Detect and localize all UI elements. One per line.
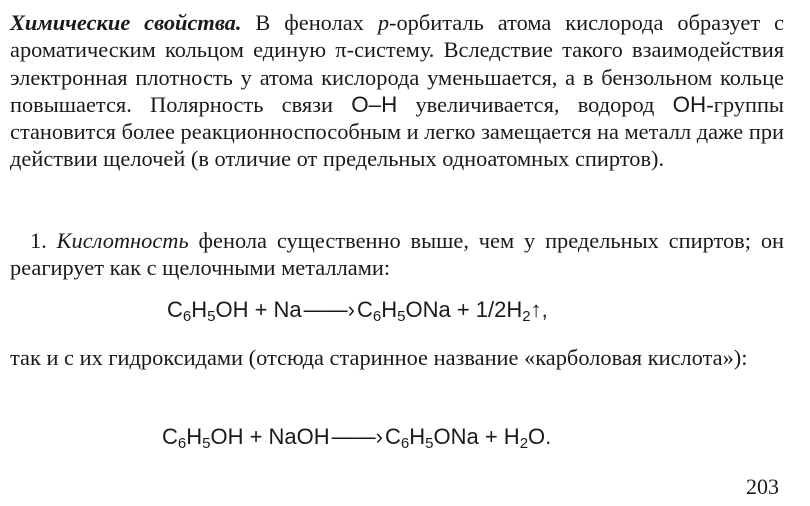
eq-symbol: C (385, 424, 401, 449)
text: -группы становится более реакционноспособным и легко замещается на металл даже при действии щелочей (в отличие от предельных одноатомных спиртов). (10, 91, 784, 172)
eq-subscript: 5 (202, 435, 211, 452)
eq-symbol: C (357, 297, 373, 322)
reaction-arrow-icon: ——› (331, 424, 383, 449)
eq-symbol: 1/2H (475, 297, 523, 322)
eq-symbol: C (167, 297, 183, 322)
eq-punct: . (545, 424, 552, 449)
equation-phenol-naoh (162, 422, 551, 452)
eq-plus: + (478, 424, 504, 449)
eq-symbol: H (409, 424, 426, 449)
equation-phenol-sodium (167, 295, 548, 325)
eq-reagent: NaOH (268, 424, 330, 449)
page-number: 203 (746, 474, 779, 499)
eq-symbol: ONa (433, 424, 479, 449)
text: увеличивается, водород (397, 91, 673, 117)
eq-symbol: C (162, 424, 178, 449)
hydroxyl-formula: ОН (672, 91, 707, 117)
eq-reagent: Na (273, 297, 302, 322)
eq-symbol: ONa (405, 297, 451, 322)
eq-punct: , (541, 297, 548, 322)
eq-subscript: 5 (207, 308, 216, 325)
text: так и с их гидроксидами (отсюда старинное название «карболовая кислота»): (10, 345, 748, 370)
eq-subscript: 2 (522, 308, 531, 325)
eq-subscript: 2 (519, 435, 529, 452)
text: В фенолах (241, 10, 378, 35)
paragraph-acidity (10, 227, 784, 282)
text: -орбиталь атома кислорода образует с ароматическим кольцом единую (10, 10, 784, 63)
orbital-letter: р (377, 10, 390, 35)
pi-symbol: π (335, 37, 347, 63)
list-number: 1. (30, 228, 57, 253)
eq-subscript: 6 (177, 435, 187, 452)
eq-symbol: O (528, 424, 546, 449)
eq-symbol: H (191, 297, 208, 322)
eq-subscript: 6 (372, 308, 382, 325)
text: -систему. Вследствие такого взаимодействия электронная плотность у атома кислорода уменьшается, а в бензольном кольце повышается. Полярность связи (10, 37, 785, 117)
reaction-arrow-icon: ——› (303, 297, 355, 322)
eq-symbol: OH (215, 297, 249, 322)
paragraph-hydroxides (10, 344, 784, 371)
bond-formula: О–Н (351, 91, 398, 117)
eq-subscript: 6 (182, 308, 192, 325)
eq-symbol: OH (210, 424, 244, 449)
eq-symbol: H (381, 297, 398, 322)
eq-plus: + (248, 297, 274, 322)
eq-symbol: H (503, 424, 520, 449)
gas-arrow-icon: ↑ (530, 297, 542, 322)
term-acidity: Кислотность (56, 228, 189, 253)
text: фенола существенно выше, чем у предельных спиртов; он реагирует как с щелочными металлами: (10, 228, 784, 281)
eq-subscript: 5 (425, 435, 434, 452)
paragraph-chemical-properties (10, 9, 784, 173)
section-title: Химические свойства. (10, 10, 242, 35)
eq-plus: + (450, 297, 476, 322)
eq-subscript: 5 (397, 308, 406, 325)
eq-plus: + (243, 424, 269, 449)
eq-subscript: 6 (400, 435, 410, 452)
eq-symbol: H (186, 424, 203, 449)
